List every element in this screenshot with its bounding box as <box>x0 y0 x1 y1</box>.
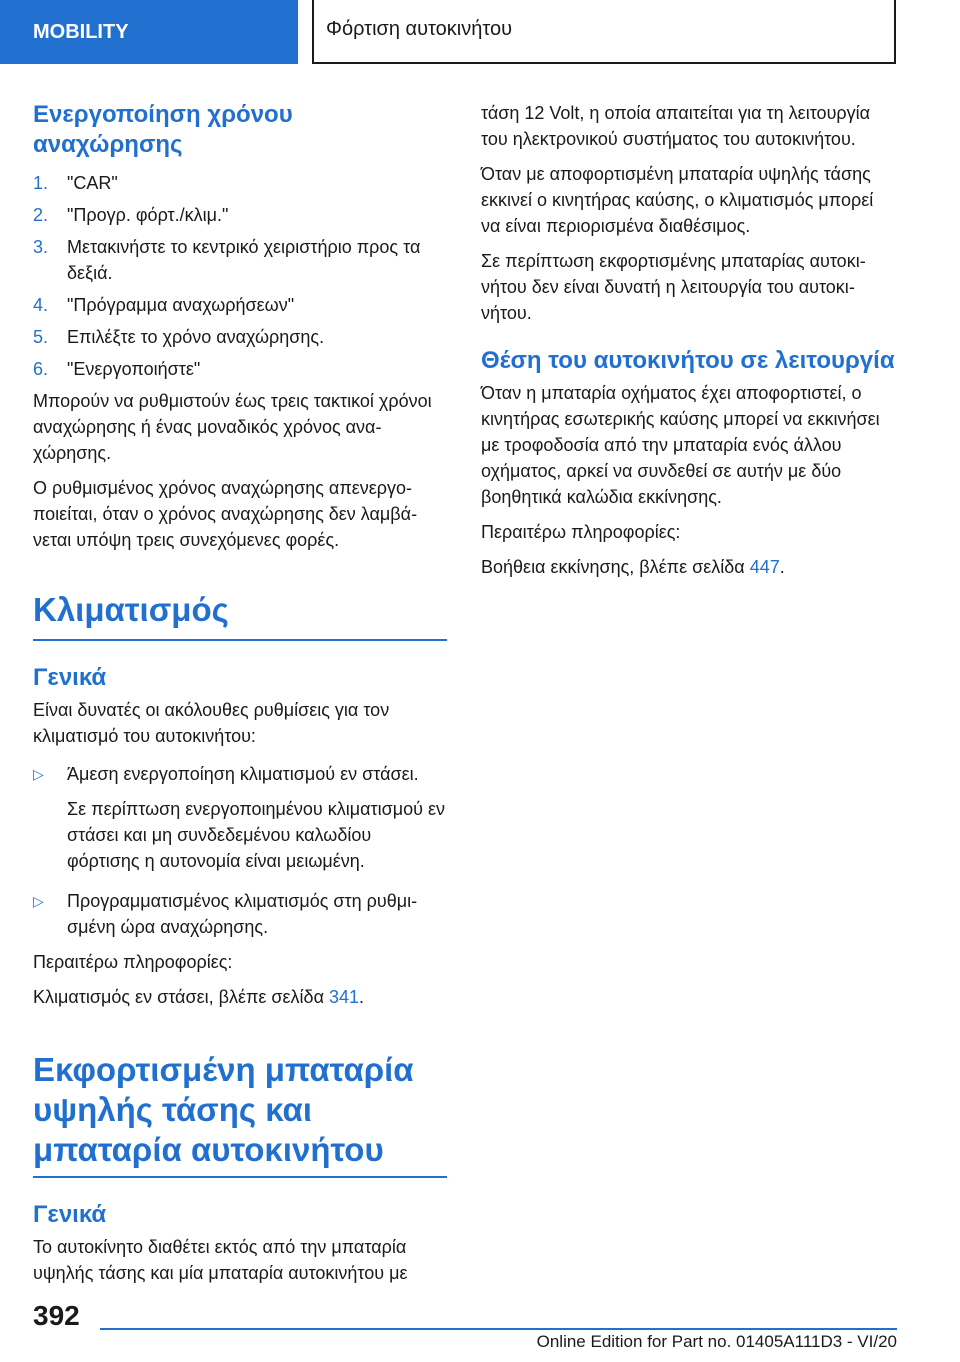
list-item <box>33 170 447 196</box>
list-item <box>33 888 447 940</box>
more-info-label: Περαιτέρω πληροφορίες: <box>481 522 681 542</box>
page-link-341[interactable]: 341 <box>329 987 360 1007</box>
departure-heading: Ενεργοποίηση χρόνου αναχώρησης <box>33 101 293 158</box>
right-para-4: Όταν η μπαταρία οχήματος έχει αποφορτιστεί, ο κινητήρας εσωτερικής καύσης μπορεί να εκκινήσει με τροφοδοσία από την μπαταρία ενός άλλου οχήματος, αρκεί να συνδεθεί σε αυτήν με δύο βοηθητικά καλώδια εκκίνησης. <box>481 383 880 507</box>
edition-footer: Online Edition for Part no. 01405A111D3 - VI/20 <box>536 1332 897 1351</box>
section-tab <box>0 0 298 64</box>
operation-heading: Θέση του αυτοκινήτου σε λειτουργία <box>481 347 895 374</box>
reference-text: Βοήθεια εκκίνησης, βλέπε σελίδα <box>481 557 745 577</box>
list-item <box>33 761 447 787</box>
reference-text: Κλιματισμός εν στάσει, βλέπε σελίδα <box>33 987 324 1007</box>
climate-options-2 <box>33 888 447 940</box>
chapter-title: Φόρτιση αυτοκινήτου <box>326 17 513 40</box>
list-item <box>33 356 447 382</box>
step-text: Επιλέξτε το χρόνο αναχώρησης. <box>67 327 325 347</box>
departure-para-1: Μπορούν να ρυθμιστούν έως τρεις τακτικοί χρόνοι αναχώρησης ή ένας μοναδικός χρόνος αναχώρησης. <box>33 391 432 463</box>
page-link-447[interactable]: 447 <box>749 557 780 577</box>
jump-start-reference <box>481 554 897 580</box>
right-para-1: τάση 12 Volt, η οποία απαιτείται για τη λειτουργία του ηλεκτρονικού συστήματος του αυτοκινήτου. <box>481 103 871 149</box>
battery-heading-block <box>33 1050 447 1178</box>
departure-steps <box>33 170 447 382</box>
bullet-note: Σε περίπτωση ενεργοποιημένου κλιματισμού εν στάσει και μη συνδεδεμένου καλωδίου φόρτισης η αυτονομία είναι μειωμένη. <box>67 799 446 871</box>
list-item <box>33 234 447 286</box>
step-number: 1. <box>33 173 49 193</box>
step-number: 4. <box>33 295 49 315</box>
climate-heading-block <box>33 591 447 641</box>
chapter-header <box>312 0 896 64</box>
triangle-bullet-icon: ▷ <box>33 766 44 782</box>
climate-intro: Είναι δυνατές οι ακόλουθες ρυθμίσεις για τον κλιματισμό του αυτοκινήτου: <box>33 700 390 746</box>
section-label: MOBILITY <box>33 20 129 43</box>
climate-reference <box>33 984 447 1010</box>
list-item <box>33 324 447 350</box>
reference-end: . <box>359 987 365 1007</box>
climate-heading: Κλιματισμός <box>33 591 229 628</box>
right-para-2: Όταν με αποφορτισμένη μπαταρία υψηλής τάσης εκκινεί ο κινητήρας καύσης, ο κλιματισμός μπορεί να είναι περιορισμένα διαθέσιμος. <box>481 164 874 236</box>
reference-end: . <box>779 557 785 577</box>
step-text: "CAR" <box>67 173 118 193</box>
bullet-text: Άμεση ενεργοποίηση κλιματισμού εν στάσει. <box>67 764 419 784</box>
right-column <box>481 100 897 589</box>
step-text: "Ενεργοποιήστε" <box>67 359 201 379</box>
triangle-bullet-icon: ▷ <box>33 893 44 909</box>
step-number: 6. <box>33 359 49 379</box>
step-text: Μετακινήστε το κεντρικό χειριστήριο προς τα δεξιά. <box>67 237 421 283</box>
step-text: "Προγρ. φόρτ./κλιμ." <box>67 205 229 225</box>
battery-heading: Εκφορτισμένη μπαταρία υψηλής τάσης και μπαταρία αυτοκινήτου <box>33 1051 414 1168</box>
step-text: "Πρόγραμμα αναχωρήσεων" <box>67 295 295 315</box>
list-item <box>33 202 447 228</box>
climate-general-heading: Γενικά <box>33 664 107 691</box>
footer-divider <box>100 1328 897 1330</box>
step-number: 5. <box>33 327 49 347</box>
left-column <box>33 100 447 1295</box>
step-number: 3. <box>33 237 49 257</box>
bullet-text: Προγραμματισμένος κλιματισμός στη ρυθμισμένη ώρα αναχώρησης. <box>67 891 418 937</box>
more-info-label: Περαιτέρω πληροφορίες: <box>33 952 233 972</box>
battery-para: Το αυτοκίνητο διαθέτει εκτός από την μπαταρία υψηλής τάσης και μία μπαταρία αυτοκινήτου με <box>33 1237 408 1283</box>
battery-general-heading: Γενικά <box>33 1201 107 1228</box>
right-para-3: Σε περίπτωση εκφορτισμένης μπαταρίας αυτοκινήτου δεν είναι δυνατή η λειτουργία του αυτοκινήτου. <box>481 251 866 323</box>
climate-options <box>33 761 447 787</box>
list-item <box>33 292 447 318</box>
step-number: 2. <box>33 205 49 225</box>
page-number: 392 <box>33 1300 80 1331</box>
departure-para-2: Ο ρυθμισμένος χρόνος αναχώρησης απενεργοποιείται, όταν ο χρόνος αναχώρησης δεν λαμβάνεται υπόψη τρεις συνεχόμενες φορές. <box>33 478 418 550</box>
